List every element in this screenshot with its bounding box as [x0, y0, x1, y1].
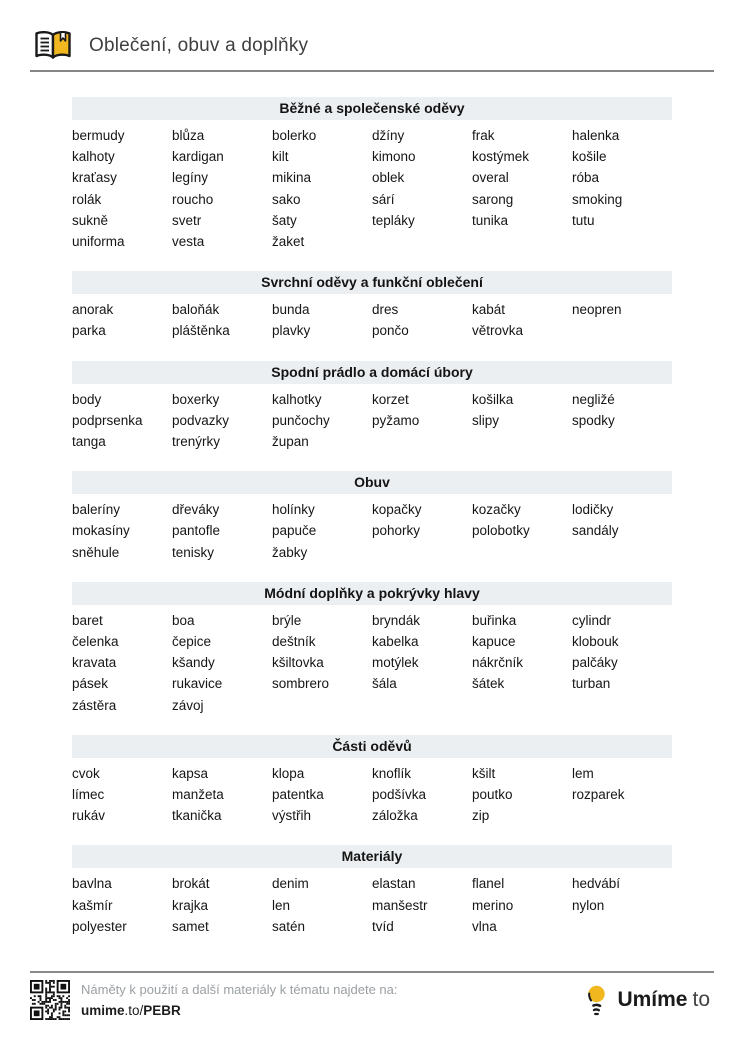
- word: podšívka: [372, 787, 427, 803]
- word: pyžamo: [372, 412, 420, 428]
- footer-link: [81, 1003, 398, 1018]
- word-grid: [72, 873, 672, 937]
- word: roucho: [172, 191, 214, 207]
- section-title: Spodní prádlo a domácí úbory: [72, 361, 672, 384]
- word: klopa: [272, 765, 305, 781]
- word: anorak: [72, 302, 114, 318]
- word: kostýmek: [472, 149, 530, 165]
- word: lodičky: [572, 502, 614, 518]
- word: turban: [572, 676, 611, 692]
- word: kimono: [372, 149, 416, 165]
- word: župan: [272, 434, 309, 450]
- word: výstřih: [272, 808, 312, 824]
- word: slipy: [472, 412, 500, 428]
- word-section: [72, 361, 672, 453]
- word: vesta: [172, 234, 205, 250]
- section-title: Běžné a společenské oděvy: [72, 97, 672, 120]
- word: motýlek: [372, 655, 419, 671]
- word: pláštěnka: [172, 323, 230, 339]
- word: cvok: [72, 765, 100, 781]
- brand-bold: Umíme: [617, 988, 688, 1011]
- word: punčochy: [272, 412, 330, 428]
- word: sárí: [372, 191, 395, 207]
- word: rolák: [72, 191, 102, 207]
- word: kalhoty: [72, 149, 115, 165]
- word: kalhotky: [272, 391, 322, 407]
- sections-container: [72, 97, 672, 956]
- brand-regular: to: [692, 988, 710, 1011]
- page-header: [32, 28, 308, 63]
- word: rukáv: [72, 808, 106, 824]
- word: kilt: [272, 149, 289, 165]
- word: kravata: [72, 655, 117, 671]
- word-section: [72, 97, 672, 252]
- word: košile: [572, 149, 607, 165]
- word: merino: [472, 897, 514, 913]
- word: dřeváky: [172, 502, 220, 518]
- word: mokasíny: [72, 523, 130, 539]
- word: pásek: [72, 676, 109, 692]
- word: baleríny: [72, 502, 121, 518]
- qr-code-icon: [30, 980, 70, 1020]
- word: záložka: [372, 808, 418, 824]
- word: tutu: [572, 212, 595, 228]
- word: bolerko: [272, 128, 317, 143]
- word: šátek: [472, 676, 505, 692]
- word: dres: [372, 302, 399, 318]
- word: trenýrky: [172, 434, 221, 450]
- umime-logo: [585, 984, 710, 1016]
- word: kozačky: [472, 502, 521, 518]
- word-grid: [72, 125, 672, 252]
- word: smoking: [572, 191, 623, 207]
- open-book-icon: [32, 28, 74, 63]
- word: krajka: [172, 897, 209, 913]
- word: denim: [272, 876, 309, 892]
- word-section: [72, 582, 672, 716]
- word: kabát: [472, 302, 506, 318]
- word-section: [72, 471, 672, 563]
- word: zástěra: [72, 697, 117, 713]
- word: uniforma: [72, 234, 125, 250]
- word: tunika: [472, 212, 509, 228]
- word: boa: [172, 612, 195, 628]
- word: bryndák: [372, 612, 421, 628]
- word: polyester: [72, 918, 127, 934]
- word: spodky: [572, 412, 615, 428]
- word: body: [72, 391, 102, 407]
- word: korzet: [372, 391, 409, 407]
- word: overal: [472, 170, 509, 186]
- word: čelenka: [72, 634, 119, 650]
- word: brokát: [172, 876, 210, 892]
- word: kšilt: [472, 765, 496, 781]
- word: poutko: [472, 787, 513, 803]
- footer-note-block: [81, 982, 398, 1018]
- word: deštník: [272, 634, 316, 650]
- word: flanel: [472, 876, 505, 892]
- word: džíny: [372, 128, 405, 143]
- word: len: [272, 897, 291, 913]
- word: závoj: [172, 697, 204, 713]
- word: nylon: [572, 897, 605, 913]
- word: sandály: [572, 523, 619, 539]
- word: zip: [472, 808, 490, 824]
- word: manžeta: [172, 787, 224, 803]
- footer-link-code: PEBR: [143, 1003, 181, 1018]
- word: šála: [372, 676, 397, 692]
- word: bermudy: [72, 128, 125, 143]
- word: boxerky: [172, 391, 220, 407]
- word-grid: [72, 299, 672, 341]
- word: elastan: [372, 876, 416, 892]
- section-title: Obuv: [72, 471, 672, 494]
- word: bavlna: [72, 876, 112, 892]
- word-grid: [72, 610, 672, 716]
- word: sombrero: [272, 676, 330, 692]
- section-title: Části oděvů: [72, 735, 672, 758]
- word: halenka: [572, 128, 620, 143]
- word: podprsenka: [72, 412, 143, 428]
- word: polobotky: [472, 523, 530, 539]
- footer-note: Náměty k použití a další materiály k tématu najdete na:: [81, 982, 398, 997]
- word: košilka: [472, 391, 514, 407]
- word: legíny: [172, 170, 209, 186]
- word: sako: [272, 191, 301, 207]
- word: kašmír: [72, 897, 113, 913]
- word: čepice: [172, 634, 212, 650]
- word: kapuce: [472, 634, 516, 650]
- word: patentka: [272, 787, 324, 803]
- word: šaty: [272, 212, 297, 228]
- word: vlna: [472, 918, 497, 934]
- word: tenisky: [172, 544, 215, 560]
- word-grid: [72, 389, 672, 453]
- word: bunda: [272, 302, 310, 318]
- footer-divider: [30, 971, 714, 973]
- word: žaket: [272, 234, 305, 250]
- word: satén: [272, 918, 306, 934]
- word: palčáky: [572, 655, 618, 671]
- word: blůza: [172, 128, 205, 143]
- word: kšandy: [172, 655, 215, 671]
- footer-link-tld: .to/: [124, 1003, 144, 1018]
- word: negližé: [572, 391, 615, 407]
- word: holínky: [272, 502, 315, 518]
- header-divider: [30, 70, 714, 72]
- lightbulb-icon: [585, 984, 608, 1016]
- word-grid: [72, 763, 672, 827]
- word: brýle: [272, 612, 302, 628]
- word: papuče: [272, 523, 317, 539]
- word: baret: [72, 612, 103, 628]
- word: svetr: [172, 212, 202, 228]
- word: klobouk: [572, 634, 619, 650]
- word: baloňák: [172, 302, 220, 318]
- word: límec: [72, 787, 105, 803]
- word: oblek: [372, 170, 405, 186]
- word: kraťasy: [72, 170, 117, 186]
- word: lem: [572, 765, 594, 781]
- word: pohorky: [372, 523, 421, 539]
- word: róba: [572, 170, 600, 186]
- section-title: Svrchní oděvy a funkční oblečení: [72, 271, 672, 294]
- word: sarong: [472, 191, 514, 207]
- word: kapsa: [172, 765, 209, 781]
- word: neopren: [572, 302, 622, 318]
- word: tvíd: [372, 918, 394, 934]
- word: hedvábí: [572, 876, 621, 892]
- word: kardigan: [172, 149, 224, 165]
- word: sukně: [72, 212, 109, 228]
- word-grid: [72, 499, 672, 563]
- word: tepláky: [372, 212, 415, 228]
- word: rukavice: [172, 676, 223, 692]
- word: kopačky: [372, 502, 422, 518]
- word: manšestr: [372, 897, 428, 913]
- word: rozparek: [572, 787, 625, 803]
- word: sněhule: [72, 544, 120, 560]
- brand-text: [617, 988, 710, 1012]
- word: pončo: [372, 323, 409, 339]
- footer-link-domain: umime: [81, 1003, 125, 1018]
- section-title: Módní doplňky a pokrývky hlavy: [72, 582, 672, 605]
- word: plavky: [272, 323, 311, 339]
- section-title: Materiály: [72, 845, 672, 868]
- word: knoflík: [372, 765, 412, 781]
- word: podvazky: [172, 412, 230, 428]
- word-section: [72, 735, 672, 827]
- word: cylindr: [572, 612, 612, 628]
- page-title: Oblečení, obuv a doplňky: [89, 34, 309, 56]
- word: tkanička: [172, 808, 222, 824]
- word: tanga: [72, 434, 106, 450]
- word: buřinka: [472, 612, 517, 628]
- word: mikina: [272, 170, 312, 186]
- word: parka: [72, 323, 106, 339]
- word: kšiltovka: [272, 655, 324, 671]
- word: samet: [172, 918, 209, 934]
- word-section: [72, 845, 672, 937]
- word: větrovka: [472, 323, 524, 339]
- word: nákrčník: [472, 655, 524, 671]
- word: pantofle: [172, 523, 221, 539]
- word: kabelka: [372, 634, 419, 650]
- word: žabky: [272, 544, 308, 560]
- word-section: [72, 271, 672, 341]
- word: frak: [472, 128, 495, 143]
